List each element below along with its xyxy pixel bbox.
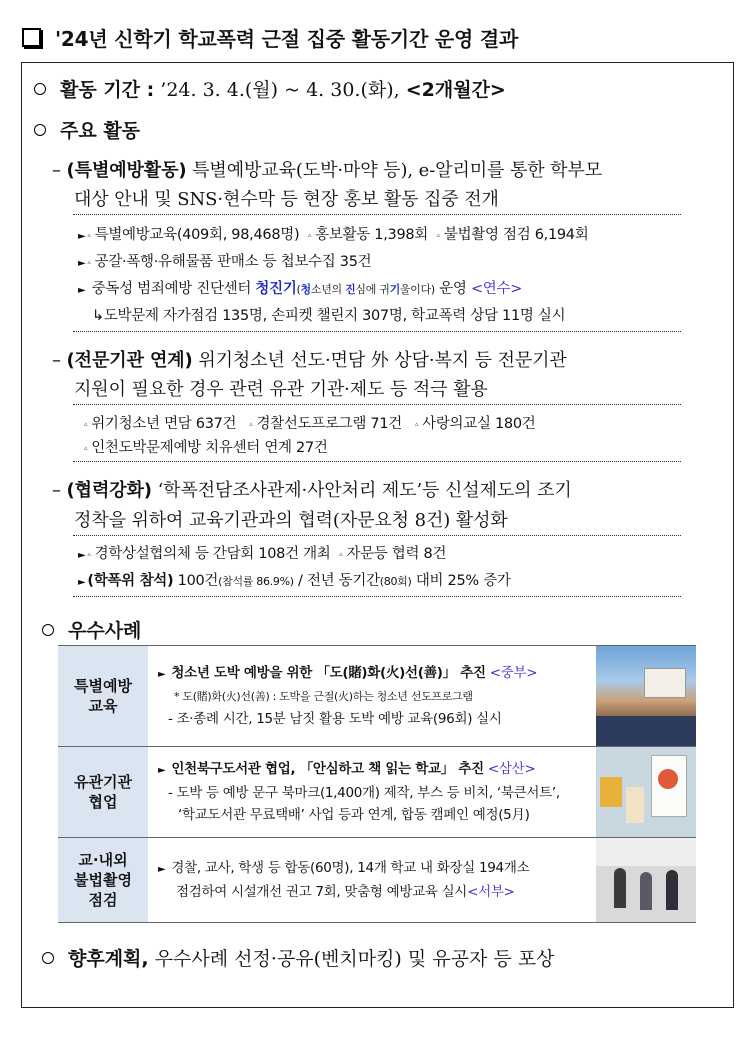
main-activities-heading <box>34 116 140 143</box>
category-text: 교·내외 <box>78 851 128 869</box>
case-photo <box>596 747 696 838</box>
acronym-text: 울이다) <box>399 283 435 296</box>
case-photo <box>596 838 696 923</box>
dotted-divider <box>73 461 681 462</box>
stat-text: 경찰선도프로그램 71건 <box>256 416 402 432</box>
region-tag: <서부> <box>467 884 515 900</box>
dash-icon: – <box>52 160 61 181</box>
expert-link-head: (전문기관 연계) <box>66 350 193 371</box>
stat-text: (참석률 86.9%) <box>218 575 294 588</box>
stat-text: 불법촬영 점검 6,194회 <box>443 227 589 243</box>
period-row <box>34 75 506 102</box>
case-content <box>148 646 596 747</box>
region-tag: <삼산> <box>487 761 536 777</box>
triangle-bullet-icon: ► <box>158 765 166 776</box>
region-tag: <중부> <box>489 665 538 681</box>
case-photo <box>596 646 696 747</box>
stat-text: 위기청소년 면담 637건 <box>91 416 237 432</box>
main-activities-label: 주요 활동 <box>60 120 141 142</box>
case-detail: - 조·종례 시간, 15분 남짓 활용 도박 예방 교육(96회) 실시 <box>168 711 502 727</box>
case-detail: 경찰, 교사, 학생 등 합동(60명), 14개 학교 내 화장실 194개소 <box>171 860 530 876</box>
special-bullet-1 <box>78 223 588 244</box>
cooperation-line2: 정착을 위하여 교육기관과의 협력(자문요청 8건) 활성화 <box>74 510 508 531</box>
future-plan-head: 향후계획, <box>68 948 149 970</box>
caret-icon: ▵ <box>87 258 91 266</box>
caret-icon: ▵ <box>87 550 91 558</box>
caret-icon: ▵ <box>339 550 343 558</box>
acronym-letter: 청 <box>300 283 311 296</box>
dotted-divider <box>73 596 681 597</box>
expert-link-text1: 위기청소년 선도·면담 外 상담·복지 등 전문기관 <box>198 350 567 371</box>
triangle-bullet-icon: ► <box>78 231 86 242</box>
inspection-photo <box>596 838 696 922</box>
case-row <box>58 747 696 838</box>
category-text: 교육 <box>88 697 118 715</box>
special-prevention-head: (특별예방활동) <box>66 160 187 181</box>
special-bullet-2 <box>78 250 371 271</box>
stat-text: 특별예방교육(409회, 98,468명) <box>94 227 300 243</box>
paren-text: ( <box>296 283 301 296</box>
expert-bullet-1 <box>84 412 535 433</box>
special-prevention-line2: 대상 안내 및 SNS·현수막 등 현장 홍보 활동 집중 전개 <box>74 189 499 210</box>
acronym-text: 소년의 <box>310 283 346 296</box>
stat-text: (80회) <box>379 575 412 588</box>
acronym-letter: 기 <box>389 283 400 296</box>
acronym-letter: 진 <box>345 283 356 296</box>
expert-link-line2: 지원이 필요한 경우 관련 유관 기관·제도 등 적극 활용 <box>74 379 488 400</box>
library-photo <box>596 747 696 837</box>
case-title: 청소년 도박 예방을 위한 「도(賭)화(火)선(善)」 추진 <box>171 665 486 681</box>
campaign-photo <box>596 646 696 746</box>
category-text: 협업 <box>88 793 118 811</box>
dash-icon: – <box>52 350 61 371</box>
best-practices-table <box>58 645 696 923</box>
stat-text: 운영 <box>439 281 467 297</box>
dotted-divider <box>73 404 681 405</box>
stat-head: (학폭위 참석) <box>87 573 174 589</box>
cooperation-head: (협력강화) <box>66 480 152 501</box>
circle-bullet-icon <box>34 124 46 136</box>
period-label: 활동 기간 : <box>60 79 155 101</box>
stat-text: 홍보활동 1,398회 <box>315 227 429 243</box>
case-detail: 점검하여 시설개선 권고 7회, 맞춤형 예방교육 실시 <box>176 884 468 900</box>
stat-text: 중독성 범죄예방 진단센터 <box>91 281 252 297</box>
future-plan-row <box>42 944 554 971</box>
caret-icon: ▵ <box>414 420 419 428</box>
period-dates: ’24. 3. 4.(월) ~ 4. 30.(화), <box>160 79 400 101</box>
caret-icon: ▵ <box>84 420 88 428</box>
case-category <box>58 838 148 923</box>
caret-icon: ▵ <box>307 231 312 239</box>
dotted-divider <box>73 535 681 536</box>
acronym-text: 심에 귀 <box>355 283 390 296</box>
expert-link-line1 <box>52 346 567 372</box>
title-row <box>22 20 518 54</box>
dash-icon: – <box>52 480 61 501</box>
stat-text: 대비 25% 증가 <box>415 573 511 589</box>
checkbox-icon <box>22 28 41 47</box>
cooperation-line1 <box>52 476 572 502</box>
circle-bullet-icon <box>42 624 54 636</box>
circle-bullet-icon <box>42 952 54 964</box>
cooperation-bullet-1 <box>78 542 446 563</box>
triangle-bullet-icon: ► <box>158 669 166 680</box>
stat-text: 자문등 협력 8건 <box>346 546 447 562</box>
region-tag: <연수> <box>470 281 523 297</box>
cooperation-text1: ‘학폭전담조사관제·사안처리 제도’등 신설제도의 조기 <box>157 480 572 501</box>
case-detail: ‘학교도서관 무료택배’ 사업 등과 연계, 합동 캠페인 예정(5月) <box>178 807 530 823</box>
case-row <box>58 838 696 923</box>
stat-text: 경학상설협의체 등 간담회 108건 개최 <box>94 546 331 562</box>
stat-text: 인천도박문제예방 치유센터 연계 27건 <box>91 440 328 456</box>
special-bullet-4: ↳도박문제 자가점검 135명, 손피켓 챌린지 307명, 학교폭력 상담 11명 실시 <box>92 308 566 324</box>
category-text: 점검 <box>88 891 118 909</box>
case-row <box>58 646 696 747</box>
best-practices-heading <box>42 616 141 643</box>
category-text: 불법촬영 <box>74 871 132 889</box>
page-title: '24년 신학기 학교폭력 근절 집중 활동기간 운영 결과 <box>55 26 519 51</box>
special-bullet-3 <box>78 277 522 298</box>
dotted-divider <box>73 331 681 332</box>
period-duration: <2개월간> <box>405 79 506 101</box>
stat-text: 사랑의교실 180건 <box>422 416 536 432</box>
category-text: 특별예방 <box>74 677 132 695</box>
triangle-bullet-icon: ► <box>78 550 86 561</box>
case-category <box>58 646 148 747</box>
expert-bullet-2 <box>84 436 328 457</box>
case-note: 도(賭)화(火)선(善) : 도박을 근절(火)하는 청소년 선도프로그램 <box>182 690 473 703</box>
program-name: 청진기 <box>255 281 297 297</box>
case-content <box>148 838 596 923</box>
case-title: 인천북구도서관 협업, 「안심하고 책 읽는 학교」 추진 <box>171 761 484 777</box>
special-prevention-line1 <box>52 156 602 182</box>
category-text: 유관기관 <box>74 773 132 791</box>
dotted-divider <box>73 214 681 215</box>
caret-icon: ▵ <box>84 444 88 452</box>
stat-text: / 전년 동기간 <box>298 573 380 589</box>
cooperation-bullet-2 <box>78 569 511 590</box>
triangle-bullet-icon: ► <box>78 258 86 269</box>
case-detail: - 도박 등 예방 문구 북마크(1,400개) 제작, 부스 등 비치, ‘북큰서트’, <box>168 785 560 801</box>
stat-text: 공갈·폭행·유해물품 판매소 등 첩보수집 35건 <box>94 254 372 270</box>
case-category <box>58 747 148 838</box>
future-plan-text: 우수사례 선정·공유(벤치마킹) 및 유공자 등 포상 <box>154 948 555 970</box>
best-practices-label: 우수사례 <box>68 620 142 642</box>
stat-text: 100건 <box>177 573 219 589</box>
special-prevention-text1: 특별예방교육(도박·마약 등), e-알리미를 통한 학부모 <box>192 160 603 181</box>
triangle-bullet-icon: ► <box>158 864 166 875</box>
triangle-bullet-icon: ► <box>78 285 86 296</box>
caret-icon: ▵ <box>249 420 253 428</box>
star-icon: * <box>174 690 180 703</box>
triangle-bullet-icon: ► <box>78 577 86 588</box>
caret-icon: ▵ <box>87 231 91 239</box>
circle-bullet-icon <box>34 83 46 95</box>
case-content <box>148 747 596 838</box>
caret-icon: ▵ <box>436 231 440 239</box>
